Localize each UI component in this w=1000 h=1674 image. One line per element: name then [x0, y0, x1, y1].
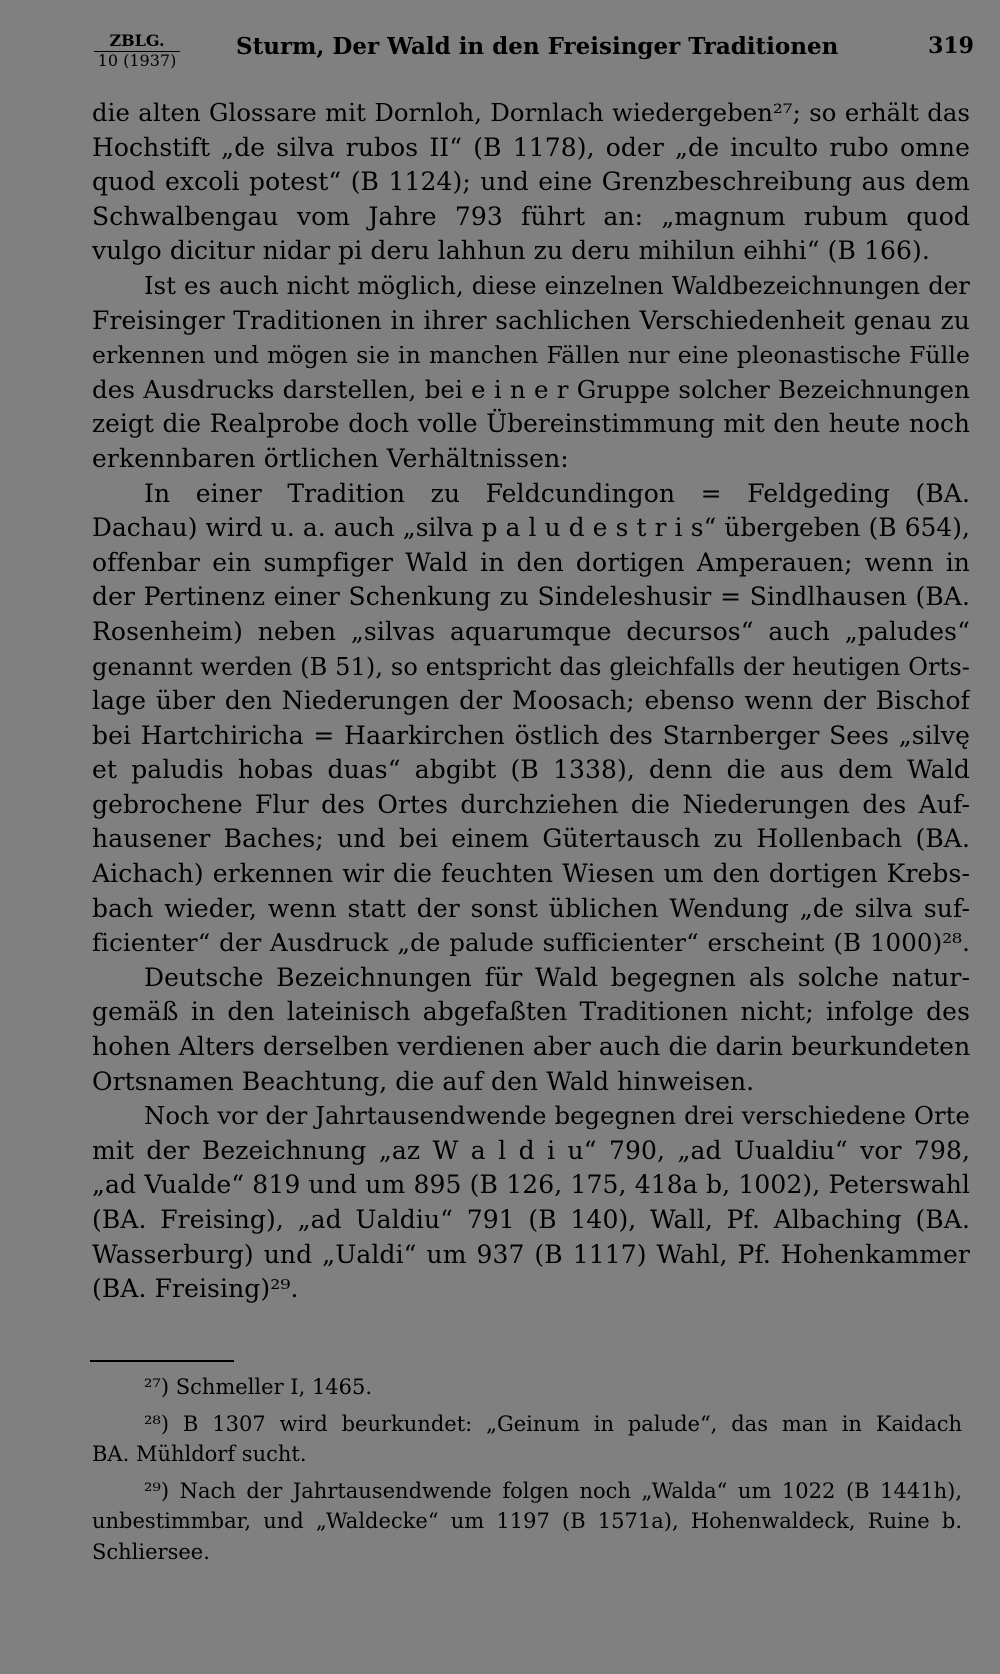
text-line: Ist es auch nicht möglich, diese einzelnen Waldbezeichnungen der [144, 270, 970, 300]
text-line: Freisinger Traditionen in ihrer sachlichen Verschiedenheit genau zu [92, 305, 970, 335]
text-line: Schwalbengau vom Jahre 793 führt an: „magnum rubum quod [92, 201, 970, 231]
page-number: 319 [928, 33, 974, 59]
text-line: Noch vor der Jahrtausendwende begegnen drei verschiedene Orte [144, 1101, 970, 1131]
text-line: hausener Baches; und bei einem Gütertausch zu Hollenbach (BA. [92, 824, 970, 854]
text-line: Wasserburg) und „Ualdi“ um 937 (B 1117) Wahl, Pf. Hohenkammer [92, 1239, 970, 1269]
text-line: bei Hartchiricha = Haarkirchen östlich des Starnberger Sees „silvę [92, 720, 970, 750]
text-line: bach wieder, wenn statt der sonst üblichen Wendung „de silva suf- [92, 893, 970, 923]
text-line: Ortsnamen Beachtung, die auf den Wald hinweisen. [92, 1066, 755, 1096]
text-line: quod excoli potest“ (B 1124); und eine Grenzbeschreibung aus dem [92, 167, 970, 197]
text-line: des Ausdrucks darstellen, bei e i n e r Gruppe solcher Bezeichnungen [92, 374, 970, 404]
text-line: erkennen und mögen sie in manchen Fällen nur eine pleonastische Fülle [92, 341, 970, 370]
footnote-28-cont: BA. Mühldorf sucht. [92, 1442, 307, 1467]
running-title: Sturm, Der Wald in den Freisinger Traditionen [236, 33, 839, 60]
text-line: „ad Vualde“ 819 und um 895 (B 126, 175, 418a b, 1002), Peterswahl [92, 1170, 970, 1200]
text-line: gemäß in den lateinisch abgefaßten Traditionen nicht; infolge des [92, 997, 970, 1027]
text-line: Aichach) erkennen wir die feuchten Wiesen um den dortigen Krebs- [92, 859, 970, 889]
journal-reference [94, 32, 180, 70]
text-line: (BA. Freising), „ad Ualdiu“ 791 (B 140), Wall, Pf. Albaching (BA. [92, 1205, 970, 1234]
text-line: Hochstift „de silva rubos II“ (B 1178), oder „de inculto rubo omne [92, 132, 970, 162]
footnote-27: ²⁷) Schmeller I, 1465. [144, 1375, 373, 1399]
text-line: Rosenheim) neben „silvas aquarumque decursos“ auch „paludes“ [92, 616, 970, 646]
journal-abbrev: ZBLG. [94, 32, 180, 52]
text-line: lage über den Niederungen der Moosach; ebenso wenn der Bischof [92, 686, 970, 716]
text-line: ficienter“ der Ausdruck „de palude sufficienter“ erscheint (B 1000)²⁸. [92, 928, 970, 958]
footnote-29-cont: Schliersee. [92, 1539, 210, 1564]
footnote-29-cont: unbestimmbar, und „Waldecke“ um 1197 (B 1571a), Hohenwaldeck, Ruine b. [92, 1509, 962, 1534]
text-line: Deutsche Bezeichnungen für Wald begegnen als solche natur- [144, 962, 970, 992]
text-line: mit der Bezeichnung „az W a l d i u“ 790, „ad Uualdiu“ vor 798, [92, 1135, 970, 1165]
footnotes [92, 1372, 962, 1568]
footnote-29: ²⁹) Nach der Jahrtausendwende folgen noch „Walda“ um 1022 (B 1441h), [144, 1478, 962, 1503]
text-line: die alten Glossare mit Dornloh, Dornlach wiedergeben²⁷; so erhält das [92, 98, 970, 127]
text-line: offenbar ein sumpfiger Wald in den dortigen Amperauen; wenn in [92, 547, 970, 577]
footnote-28: ²⁸) B 1307 wird beurkundet: „Geinum in palude“, das man in Kaidach [144, 1411, 962, 1436]
text-line: (BA. Freising)²⁹. [92, 1274, 299, 1304]
text-line: zeigt die Realprobe doch volle Übereinstimmung mit den heute noch [92, 409, 970, 439]
text-line: erkennbaren örtlichen Verhältnissen: [92, 443, 569, 473]
body-text [92, 96, 970, 1307]
text-line: Dachau) wird u. a. auch „silva p a l u d e s t r i s“ übergeben (B 654), [92, 513, 970, 543]
text-line: et paludis hobas duas“ abgibt (B 1338), denn die aus dem Wald [92, 755, 970, 785]
text-line: gebrochene Flur des Ortes durchziehen die Niederungen des Auf- [92, 789, 970, 819]
journal-volume: 10 (1937) [97, 51, 177, 70]
footnote-divider [90, 1360, 234, 1362]
text-line: der Pertinenz einer Schenkung zu Sindeleshusir = Sindlhausen (BA. [92, 582, 970, 612]
text-line: In einer Tradition zu Feldcundingon = Feldgeding (BA. [144, 478, 970, 508]
text-line: vulgo dicitur nidar pi deru lahhun zu deru mihilun eihhi“ (B 166). [92, 236, 930, 266]
text-line: genannt werden (B 51), so entspricht das gleichfalls der heutigen Orts- [92, 652, 970, 681]
text-line: hohen Alters derselben verdienen aber auch die darin beurkundeten [92, 1032, 970, 1062]
